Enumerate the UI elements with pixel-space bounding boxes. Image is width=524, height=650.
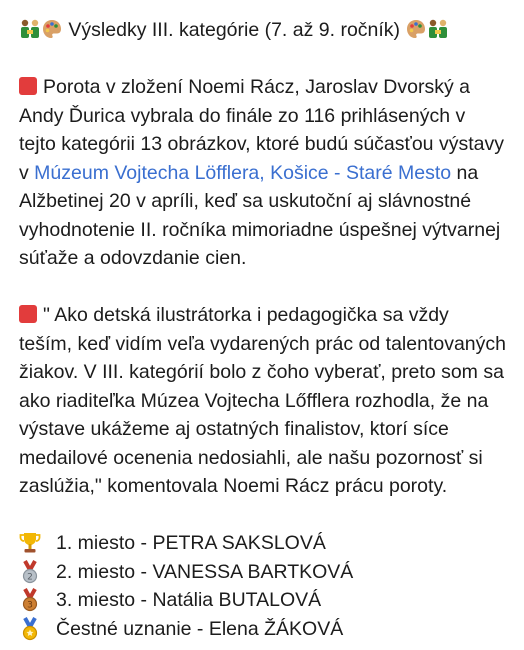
paragraph-jury-text-end: na Alžbetinej 20 v apríli, keď sa uskutoční aj slávnostné vyhodnotenie II. ročníka mimoriadne úspešnej výtvarnej súťaže a odovzdanie cien. — [19, 161, 501, 269]
artist-icon — [19, 18, 41, 40]
result-text: 2. miesto - VANESSA BARTKOVÁ — [56, 560, 354, 583]
paragraph-jury-text: Porota v zložení Noemi Rácz, Jaroslav Dvorský a Andy Ďurica vybrala do finále zo 116 prihlásených v tejto kategórii 13 obrázkov, ktoré budú súčasťou výstavy v — [19, 76, 504, 184]
spacer — [19, 501, 506, 530]
post-title-line — [19, 16, 506, 45]
list-item — [19, 615, 506, 644]
result-text: 1. miesto - PETRA SAKSLOVÁ — [56, 532, 326, 554]
museum-link[interactable]: Múzeum Vojtecha Löfflera, Košice - Staré Mesto — [34, 161, 452, 184]
palette-icon — [405, 18, 427, 40]
red-square-icon — [19, 77, 37, 95]
results-list — [19, 529, 506, 643]
svg-text:2: 2 — [27, 572, 33, 583]
paragraph-quote-text: " Ako detská ilustrátorka i pedagogička sa vždy teším, keď vidím veľa vydarených prác od talentovaných žiakov. V III. kategórií bolo z čoho vyberať, preto som sa ako riaditeľka Múzea Vojtecha Lőfflera rozhodla, že na výstave ukážeme aj ostatných finalistov, ktorí síce medailové ocenenia nedosiahli, ale našu pozornosť si zaslúžia," komentovala Noemi Rácz prácu poroty. — [19, 304, 506, 497]
silver-medal-icon — [19, 560, 47, 584]
paragraph-quote — [19, 301, 506, 501]
palette-icon — [41, 18, 63, 40]
list-item — [19, 558, 506, 587]
paragraph-jury — [19, 73, 506, 273]
spacer — [19, 273, 506, 302]
artist-icon — [427, 18, 449, 40]
svg-text:3: 3 — [27, 600, 33, 611]
list-item — [19, 529, 506, 558]
result-text: 3. miesto - Natália BUTALOVÁ — [56, 589, 322, 611]
spacer — [19, 45, 506, 74]
red-square-icon — [19, 305, 37, 323]
post-title: Výsledky III. kategórie (7. až 9. ročník) — [68, 19, 401, 41]
bronze-medal-icon — [19, 588, 47, 612]
trophy-icon — [19, 531, 47, 555]
sports-medal-icon — [19, 617, 47, 641]
result-text: Čestné uznanie - Elena ŽÁKOVÁ — [56, 617, 344, 640]
list-item — [19, 586, 506, 615]
